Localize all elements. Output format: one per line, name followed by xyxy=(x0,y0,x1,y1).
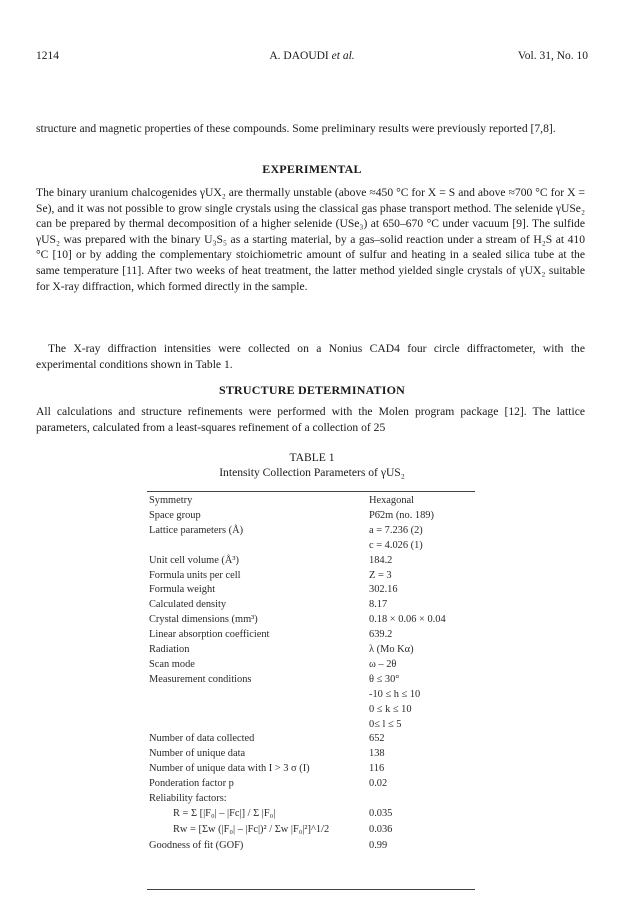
table-row xyxy=(147,703,475,717)
parameter-name: Ponderation factor p xyxy=(149,778,234,790)
table-caption: Intensity Collection Parameters of γUS₂ xyxy=(219,466,405,479)
structure-paragraph: All calculations and structure refinements were performed with the Molen program package [12]. The lattice parameters, calculated from a least-squares refinement of a collection of 25 xyxy=(36,405,585,434)
parameter-value: 0.18 × 0.06 × 0.04 xyxy=(369,614,446,626)
table-top-rule xyxy=(147,491,475,492)
table-row xyxy=(147,509,475,523)
parameter-name: Reliability factors: xyxy=(149,793,227,804)
parameter-name: Goodness of fit (GOF) xyxy=(149,839,244,851)
table-row xyxy=(147,643,475,657)
parameter-value: 0 ≤ k ≤ 10 xyxy=(369,703,412,715)
table-row xyxy=(147,747,475,761)
parameter-name: Measurement conditions xyxy=(149,673,252,685)
volume-info: Vol. 31, No. 10 xyxy=(517,50,588,62)
structure-heading: STRUCTURE DETERMINATION xyxy=(218,383,406,397)
parameter-value: 302.16 xyxy=(369,584,398,596)
parameter-name: Number of unique data xyxy=(149,748,246,760)
parameter-name: Formula units per cell xyxy=(149,569,241,581)
parameter-value: c = 4.026 (1) xyxy=(369,539,423,551)
table-row xyxy=(147,554,475,568)
table-row xyxy=(147,792,475,806)
table-row xyxy=(147,732,475,746)
intro-paragraph: structure and magnetic properties of these compounds. Some preliminary results were previously reported [7,8]. xyxy=(36,122,556,135)
parameter-value: Hexagonal xyxy=(369,495,415,506)
parameter-value: 652 xyxy=(369,733,385,745)
parameter-name: Unit cell volume (Å³) xyxy=(149,554,239,566)
parameter-value: P6̄2m (no. 189) xyxy=(369,509,434,521)
parameter-value: a = 7.236 (2) xyxy=(369,524,423,536)
table-row xyxy=(147,673,475,687)
parameter-value: 639.2 xyxy=(369,629,393,641)
parameter-value: 0.02 xyxy=(369,778,388,790)
parameter-value: 0≤ l ≤ 5 xyxy=(369,718,402,730)
running-authors: A. DAOUDI et al. xyxy=(269,50,355,62)
experimental-heading: EXPERIMENTAL xyxy=(262,162,362,176)
experimental-paragraph-2: The X-ray diffraction intensities were collected on a Nonius CAD4 four circle diffractometer, with the experimental conditions shown in Table 1. xyxy=(36,342,585,371)
table-row xyxy=(147,777,475,791)
experimental-paragraph-1: The binary uranium chalcogenides γUX₂ are thermally unstable (above ≈450 °C for X = S and above ≈700 °C for X = Se), and it was not possible to grow single crystals using the classical gas phase transport method. The selenide γUSe₂ can be prepared by thermal decomposition of a higher selenide (USe₃) at 650–670 °C under vacuum [9]. The sulfide γUS₂ was prepared with the binary U₃S₅ as a starting material, by a gas–solid reaction under a stream of H₂S at 410 °C [10] or by adding the complementary stoichiometric amount of sulfur and heating in a sealed silica tube at the same temperature [11]. After two weeks of heat treatment, the latter method yielded single crystals of γUX₂ suitable for X-ray diffraction, which formed directly in the sample. xyxy=(36,186,585,293)
parameter-value: ω – 2θ xyxy=(369,658,397,670)
parameter-name: Lattice parameters (Å) xyxy=(149,524,244,536)
parameter-value: θ ≤ 30° xyxy=(369,673,400,685)
parameter-name: Rw = [Σw (|F₀| – |Fc|)² / Σw |F₀|²]^1/2 xyxy=(173,823,330,835)
table-row xyxy=(147,718,475,732)
parameter-value: Z = 3 xyxy=(369,569,392,581)
table-bottom-rule xyxy=(147,889,475,890)
parameter-value: λ (Mo Kα) xyxy=(369,644,414,655)
table-row xyxy=(147,524,475,538)
parameter-name: R = Σ [|F₀| – |Fc|] / Σ |F₀| xyxy=(173,807,276,819)
parameter-name: Number of unique data with I > 3 σ (I) xyxy=(149,763,310,775)
parameter-name: Formula weight xyxy=(149,584,216,596)
page-number: 1214 xyxy=(36,50,59,62)
table-row xyxy=(147,839,475,853)
table-row xyxy=(147,628,475,642)
parameter-value: 0.036 xyxy=(369,823,393,835)
table-row xyxy=(147,539,475,553)
table-row xyxy=(147,658,475,672)
parameter-name: Crystal dimensions (mm³) xyxy=(149,614,258,626)
table-row xyxy=(147,807,475,821)
parameter-name: Space group xyxy=(149,509,201,521)
parameter-value: 8.17 xyxy=(369,599,388,611)
table-row xyxy=(147,762,475,776)
parameter-value: 0.035 xyxy=(369,807,393,819)
running-header xyxy=(36,50,588,66)
table-row xyxy=(147,613,475,627)
table-row xyxy=(147,583,475,597)
parameter-name: Symmetry xyxy=(149,495,193,506)
parameter-name: Number of data collected xyxy=(149,733,255,745)
table-row xyxy=(147,823,475,837)
parameter-name: Calculated density xyxy=(149,599,227,611)
table-row xyxy=(147,598,475,612)
parameter-value: 116 xyxy=(369,763,385,775)
table-row xyxy=(147,494,475,508)
parameter-value: 184.2 xyxy=(369,554,393,566)
parameter-value: 0.99 xyxy=(369,839,388,851)
table-label: TABLE 1 xyxy=(289,451,335,464)
parameter-name: Linear absorption coefficient xyxy=(149,629,270,641)
parameter-name: Scan mode xyxy=(149,658,195,670)
parameter-name: Radiation xyxy=(149,644,190,655)
parameter-value: 138 xyxy=(369,748,385,760)
parameter-value: -10 ≤ h ≤ 10 xyxy=(369,688,421,700)
table-row xyxy=(147,688,475,702)
table-row xyxy=(147,569,475,583)
